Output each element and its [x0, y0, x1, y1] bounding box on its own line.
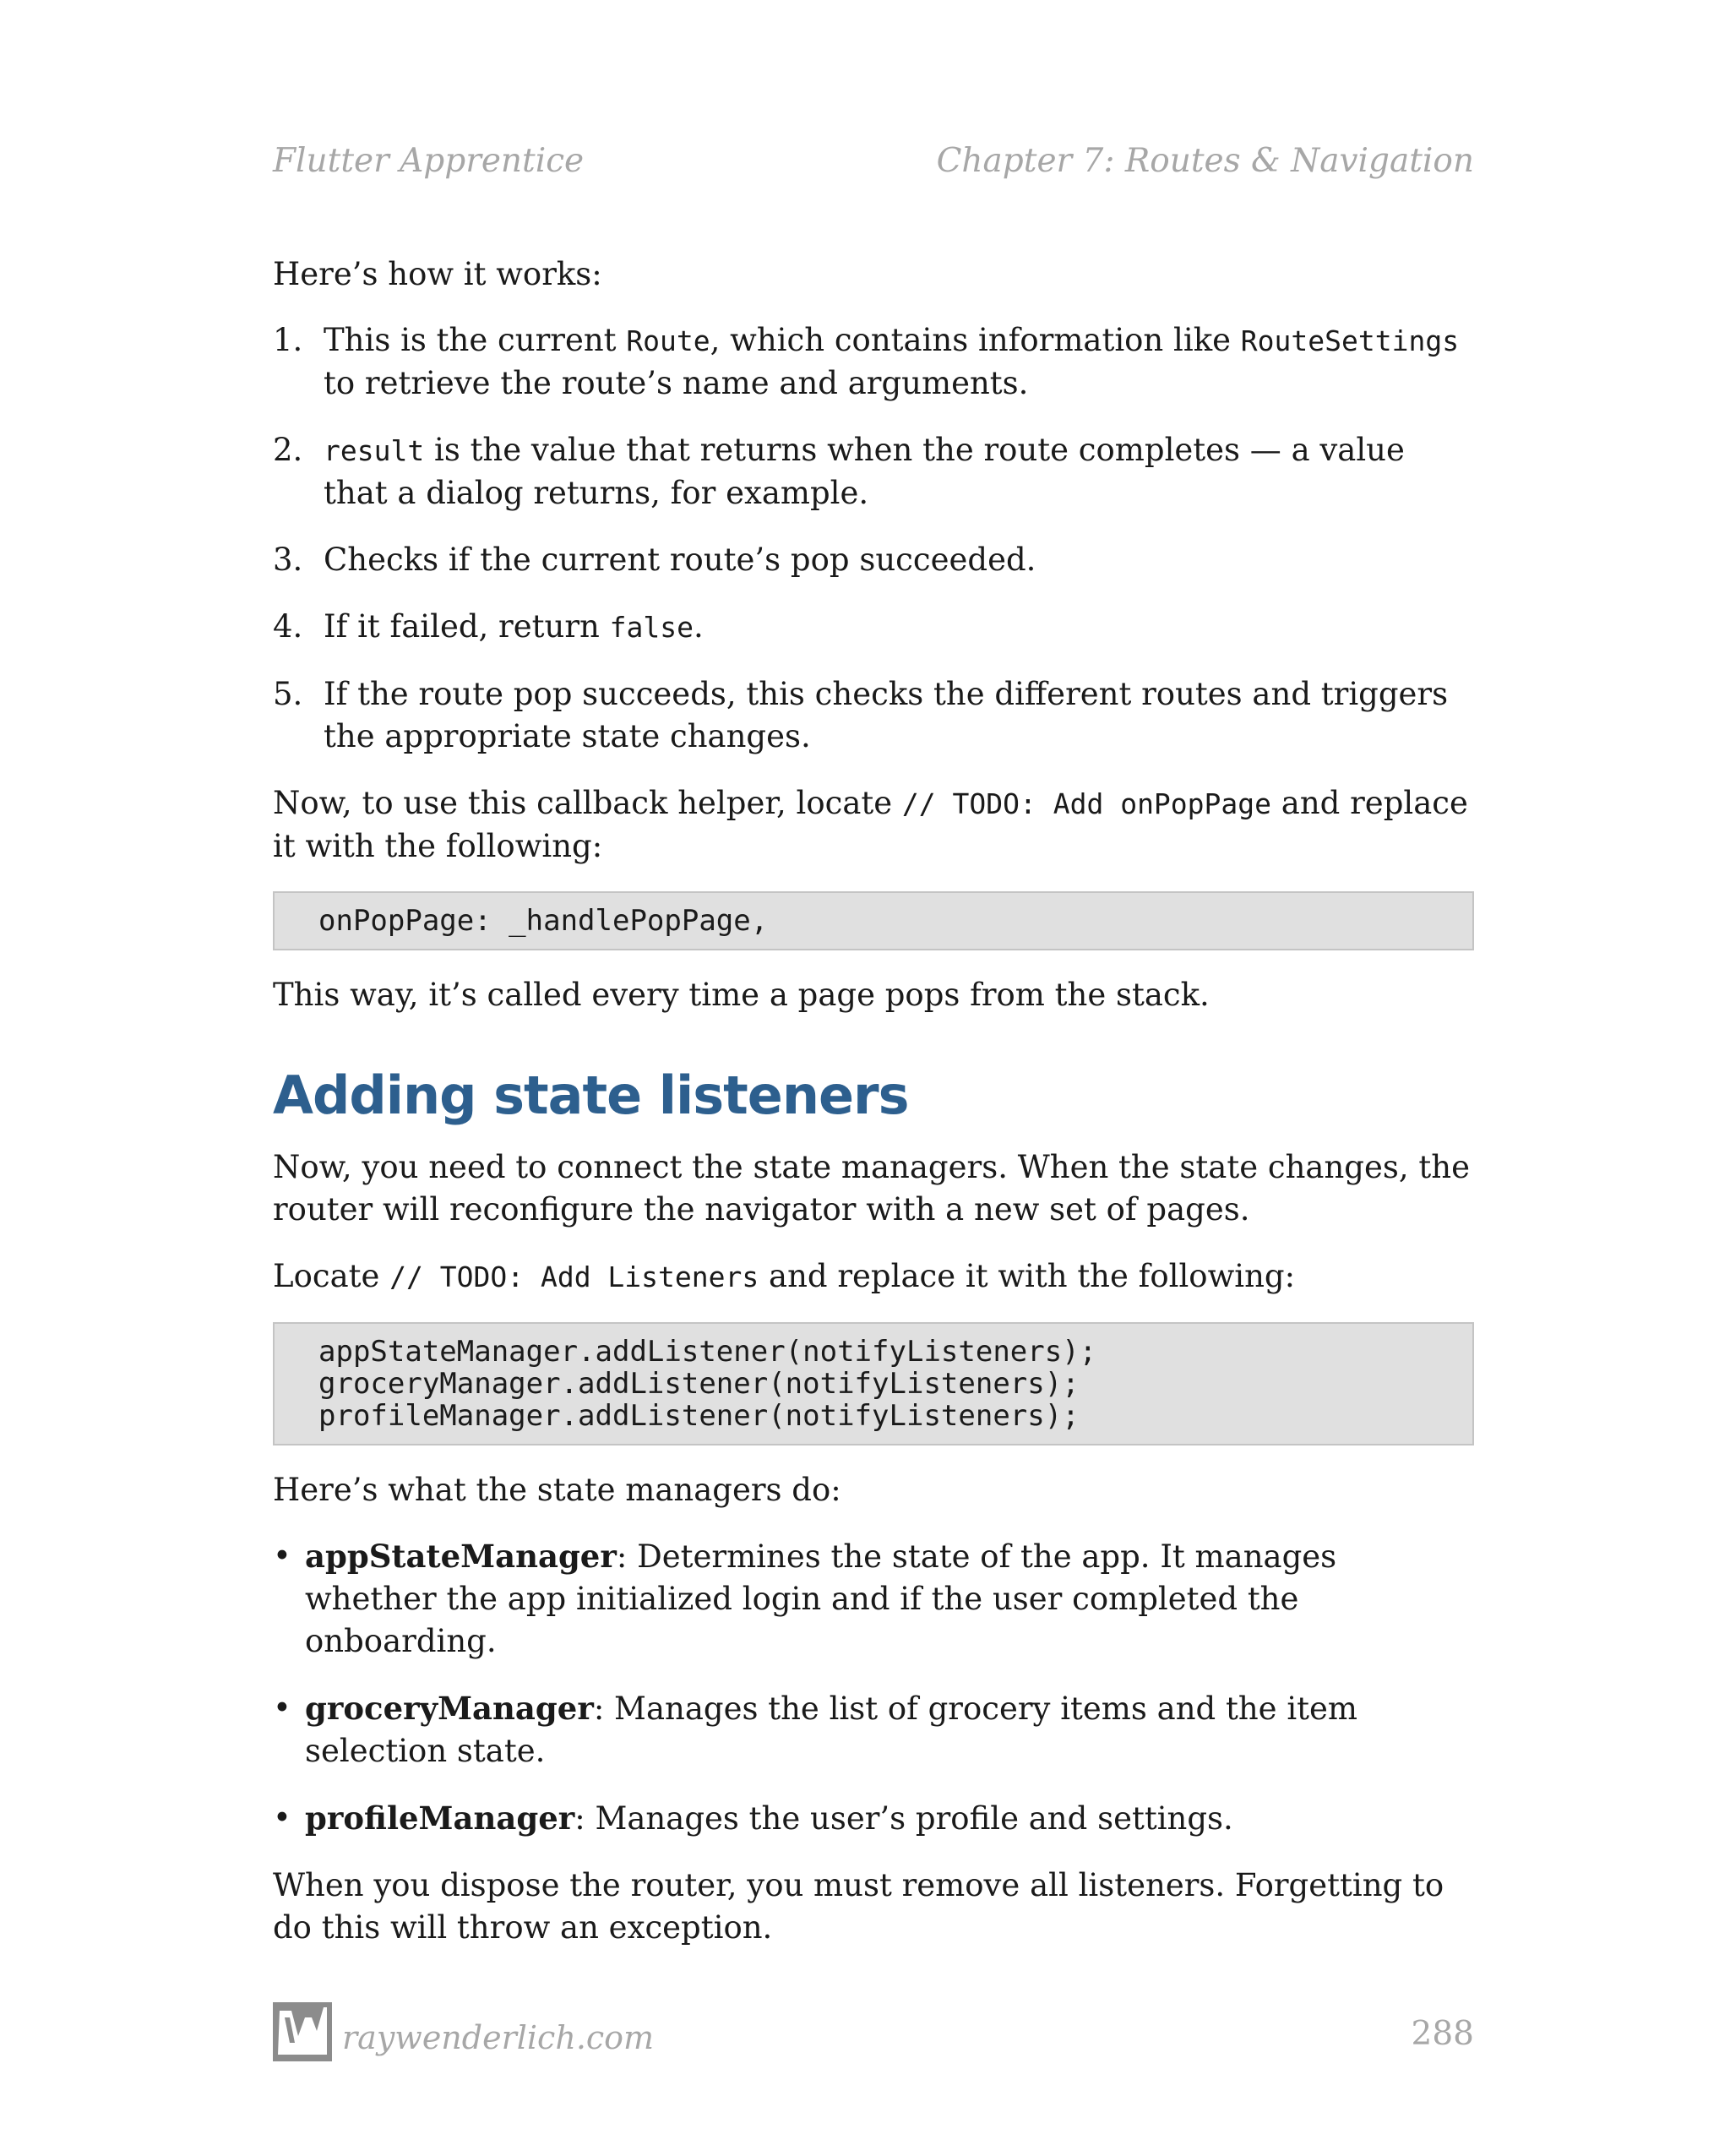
- locate-paragraph: [273, 1255, 1474, 1298]
- manager-name: groceryManager: [305, 1690, 594, 1727]
- step-text: If the route pop succeeds, this checks the different routes and triggers the appropriate state changes.: [324, 676, 1449, 754]
- step-text: This is the current: [324, 322, 627, 358]
- inline-code: Route: [626, 324, 710, 357]
- inline-code: RouteSettings: [1240, 324, 1460, 357]
- paragraph-text: and replace it with the following:: [759, 1258, 1296, 1294]
- inline-code: result: [324, 434, 425, 467]
- raywenderlich-logo-icon: [273, 2002, 332, 2061]
- managers-list: [273, 1535, 1474, 1840]
- code-line: onPopPage: _handlePopPage,: [318, 904, 769, 938]
- list-item: [273, 1687, 1474, 1772]
- inline-code: // TODO: Add Listeners: [389, 1260, 759, 1293]
- page-number: 288: [1411, 2015, 1474, 2053]
- paragraph-text: Locate: [273, 1258, 390, 1294]
- paragraph-text: Now, to use this callback helper, locate: [273, 785, 902, 821]
- steps-list: [273, 319, 1474, 758]
- after-code-paragraph: This way, it’s called every time a page pops from the stack.: [273, 977, 1210, 1013]
- list-number: 5.: [273, 676, 303, 712]
- list-item: [273, 1797, 1474, 1840]
- footer-site-name: raywenderlich.com: [342, 2019, 655, 2056]
- step-text: If it failed, return: [324, 608, 610, 645]
- list-item: [273, 1535, 1474, 1663]
- manager-description: : Manages the list of grocery items and the item selection state.: [305, 1690, 1358, 1769]
- callback-paragraph: [273, 782, 1474, 868]
- list-item: [273, 429, 1474, 514]
- list-number: 2.: [273, 432, 303, 468]
- manager-description: : Determines the state of the app. It manages whether the app initialized login and if the user completed the onboarding.: [305, 1538, 1337, 1659]
- section-intro-paragraph: Now, you need to connect the state managers. When the state changes, the router will reconfigure the navigator with a new set of pages.: [273, 1149, 1470, 1228]
- code-line: profileManager.addListener(notifyListeners);: [318, 1399, 1080, 1433]
- manager-name: appStateManager: [305, 1538, 617, 1575]
- list-item: [273, 673, 1474, 758]
- manager-description: : Manages the user’s profile and settings.: [574, 1800, 1233, 1837]
- inline-code: false: [609, 611, 694, 644]
- intro-paragraph: Here’s how it works:: [273, 256, 602, 292]
- section-heading: Adding state listeners: [273, 1064, 909, 1126]
- bullet: •: [273, 1538, 291, 1574]
- list-number: 3.: [273, 542, 303, 578]
- list-number: 4.: [273, 608, 303, 645]
- managers-intro-paragraph: Here’s what the state managers do:: [273, 1472, 841, 1508]
- step-text: .: [693, 608, 704, 645]
- list-item: [273, 539, 1474, 581]
- step-text: to retrieve the route’s name and arguments.: [324, 365, 1029, 401]
- closing-paragraph: When you dispose the router, you must remove all listeners. Forgetting to do this will throw an exception.: [273, 1867, 1444, 1946]
- bullet: •: [273, 1690, 291, 1726]
- list-number: 1.: [273, 322, 303, 358]
- code-block-onpoppage: [273, 891, 1474, 950]
- chapter-title: Chapter 7: Routes & Navigation: [936, 142, 1474, 180]
- list-item: [273, 606, 1474, 649]
- inline-code: // TODO: Add onPopPage: [901, 787, 1272, 820]
- code-line: appStateManager.addListener(notifyListeners);: [318, 1335, 1097, 1369]
- list-item: [273, 319, 1474, 405]
- paragraph-text: and replace it with the following:: [273, 785, 1468, 864]
- book-title: Flutter Apprentice: [273, 142, 585, 180]
- code-line: groceryManager.addListener(notifyListeners);: [318, 1367, 1080, 1401]
- manager-name: profileManager: [305, 1799, 575, 1837]
- step-text: is the value that returns when the route completes — a value that a dialog returns, for example.: [324, 432, 1405, 511]
- code-block-listeners: [273, 1322, 1474, 1446]
- step-text: Checks if the current route’s pop succeeded.: [324, 542, 1036, 578]
- bullet: •: [273, 1799, 291, 1836]
- step-text: , which contains information like: [710, 322, 1241, 358]
- page-content: [273, 253, 1474, 1949]
